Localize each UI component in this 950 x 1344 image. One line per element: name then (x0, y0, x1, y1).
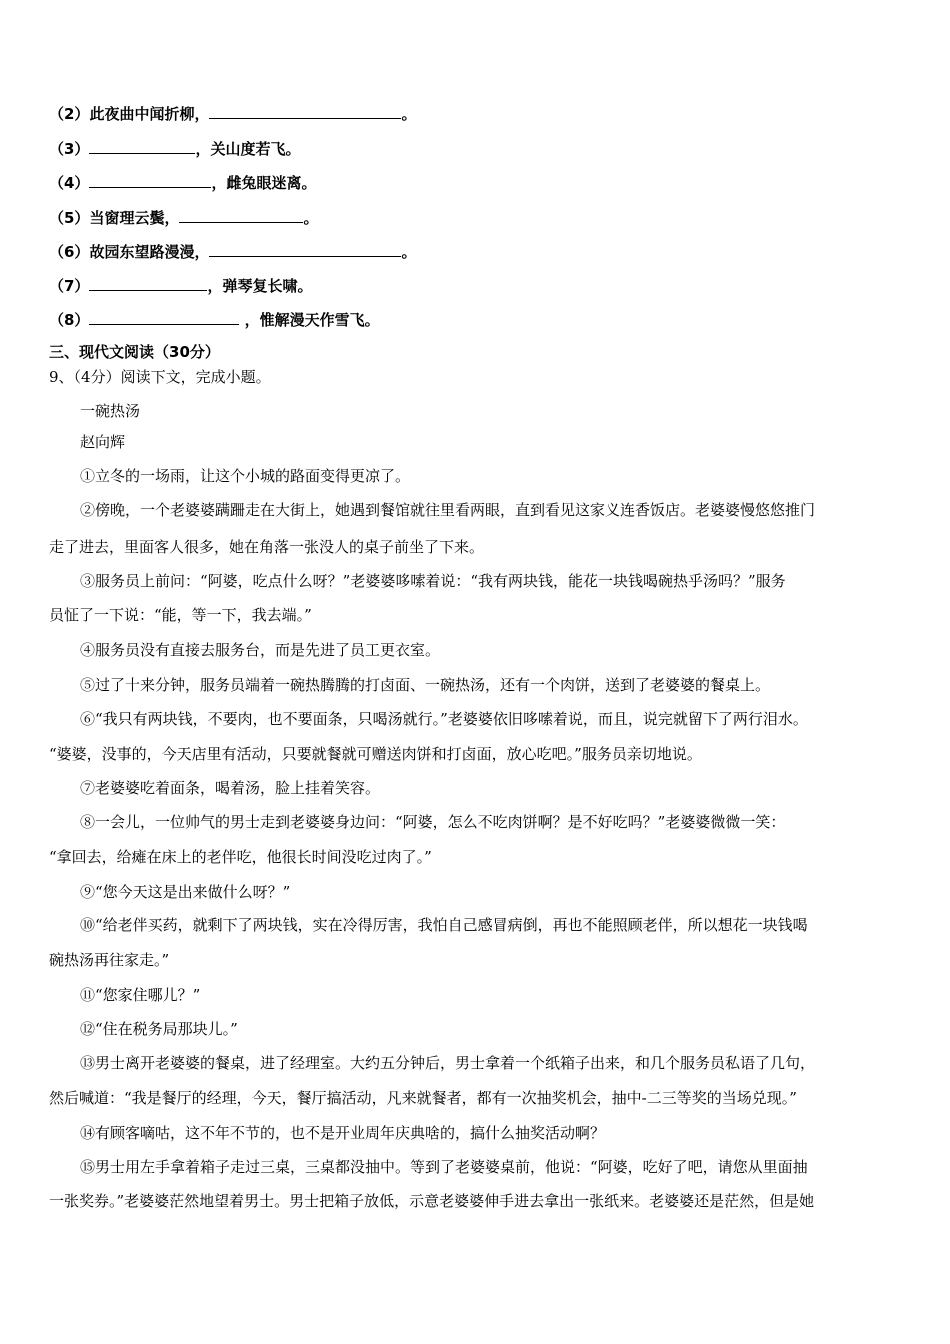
paragraph-line: ⑥“我只有两块钱，不要肉，也不要面条，只喝汤就行。”老婆婆依旧哆嗦着说，而且，说完就留下了两行泪水。 (80, 710, 808, 728)
item-text-after: ，惟解漫天作雪飞。 (239, 311, 380, 329)
answer-blank[interactable] (89, 138, 195, 154)
paragraph-line: ⑩“给老伴买药，就剩下了两块钱，实在冷得厉害，我怕自己感冒病倒，再也不能照顾老伴，所以想花一块钱喝 (80, 916, 808, 934)
paragraph-line: ④服务员没有直接去服务台，而是先进了员工更衣室。 (80, 641, 441, 659)
paragraph-line: 然后喊道：“我是餐厅的经理，今天，餐厅搞活动，凡来就餐者，都有一次抽奖机会，抽中-二三等奖的当场兑现。” (49, 1089, 797, 1107)
fill-item-5 (49, 207, 318, 228)
paragraph-line: ①立冬的一场雨，让这个小城的路面变得更凉了。 (80, 467, 411, 485)
paragraph-line: ⑮男士用左手拿着箱子走过三桌，三桌都没抽中。等到了老婆婆桌前，他说：“阿婆，吃好了吧，请您从里面抽 (80, 1158, 808, 1176)
paragraph-line: ⑭有顾客嘀咕，这不年不节的，也不是开业周年庆典啥的，搞什么抽奖活动啊？ (80, 1124, 606, 1142)
section-heading: 三、现代文阅读（30分） (49, 343, 220, 361)
answer-blank[interactable] (209, 241, 401, 257)
item-text-after: 。 (401, 105, 417, 123)
answer-blank[interactable] (89, 172, 211, 188)
item-text-after: 。 (401, 243, 417, 261)
item-number: （4） (49, 174, 90, 192)
item-number: （2） (49, 105, 90, 123)
fill-item-2 (49, 103, 416, 124)
paragraph-line: 走了进去，里面客人很多，她在角落一张没人的桌子前坐了下来。 (49, 538, 485, 556)
paragraph-line: 员怔了一下说：“能，等一下，我去端。” (49, 606, 312, 624)
paragraph-line: ③服务员上前问：“阿婆，吃点什么呀？”老婆婆哆嗦着说：“我有两块钱，能花一块钱喝碗热乎汤吗？”服务 (80, 572, 786, 590)
question-prompt: 9、（4分）阅读下文，完成小题。 (49, 368, 271, 386)
paragraph-line: ⑫“住在税务局那块儿。” (80, 1020, 238, 1038)
item-text-before: 此夜曲中闻折柳， (89, 105, 210, 123)
answer-blank[interactable] (89, 275, 207, 291)
paragraph-line: ⑤过了十来分钟，服务员端着一碗热腾腾的打卤面、一碗热汤，还有一个肉饼，送到了老婆婆的餐桌上。 (80, 676, 771, 694)
paragraph-line: “婆婆，没事的，今天店里有活动，只要就餐就可赠送肉饼和打卤面，放心吃吧。”服务员亲切地说。 (49, 745, 702, 763)
item-number: （5） (49, 209, 90, 227)
paragraph-line: ⑬男士离开老婆婆的餐桌，进了经理室。大约五分钟后，男士拿着一个纸箱子出来，和几个服务员私语了几句， (80, 1054, 816, 1072)
fill-item-6 (49, 241, 416, 262)
paragraph-line: ⑧一会儿，一位帅气的男士走到老婆婆身边问：“阿婆，怎么不吃肉饼啊？是不好吃吗？”老婆婆微微一笑： (80, 813, 786, 831)
paragraph-line: “拿回去，给瘫在床上的老伴吃，他很长时间没吃过肉了。” (49, 848, 432, 866)
paragraph-line: ⑨“您今天这是出来做什么呀？” (80, 883, 291, 901)
fill-item-3 (49, 138, 300, 159)
fill-item-4 (49, 172, 316, 193)
item-text-after: 。 (303, 209, 319, 227)
item-number: （8） (49, 311, 90, 329)
answer-blank[interactable] (209, 103, 401, 119)
fill-item-8 (49, 309, 380, 330)
answer-blank[interactable] (89, 309, 239, 325)
item-text-before: 故园东望路漫漫， (89, 243, 210, 261)
item-text-before: 当窗理云鬓， (89, 209, 180, 227)
item-text-after: ，雌兔眼迷离。 (211, 174, 317, 192)
paragraph-line: ⑪“您家住哪儿？” (80, 986, 201, 1004)
item-number: （7） (49, 277, 90, 295)
paragraph-line: ⑦老婆婆吃着面条，喝着汤，脸上挂着笑容。 (80, 779, 381, 797)
item-text-after: ，弹琴复长啸。 (207, 277, 313, 295)
item-text-after: ，关山度若飞。 (195, 140, 301, 158)
paragraph-line: ②傍晚，一个老婆婆蹒跚走在大街上，她遇到餐馆就往里看两眼，直到看见这家义连香饭店。老婆婆慢悠悠推门 (80, 501, 816, 519)
story-author: 赵向辉 (80, 433, 126, 451)
item-number: （3） (49, 140, 90, 158)
paragraph-line: 一张奖券。”老婆婆茫然地望着男士。男士把箱子放低，示意老婆婆伸手进去拿出一张纸来。老婆婆还是茫然，但是她 (49, 1192, 815, 1210)
item-number: （6） (49, 243, 90, 261)
story-title: 一碗热汤 (80, 402, 141, 420)
answer-blank[interactable] (179, 207, 303, 223)
paragraph-line: 碗热汤再往家走。” (49, 951, 170, 969)
fill-item-7 (49, 275, 312, 296)
